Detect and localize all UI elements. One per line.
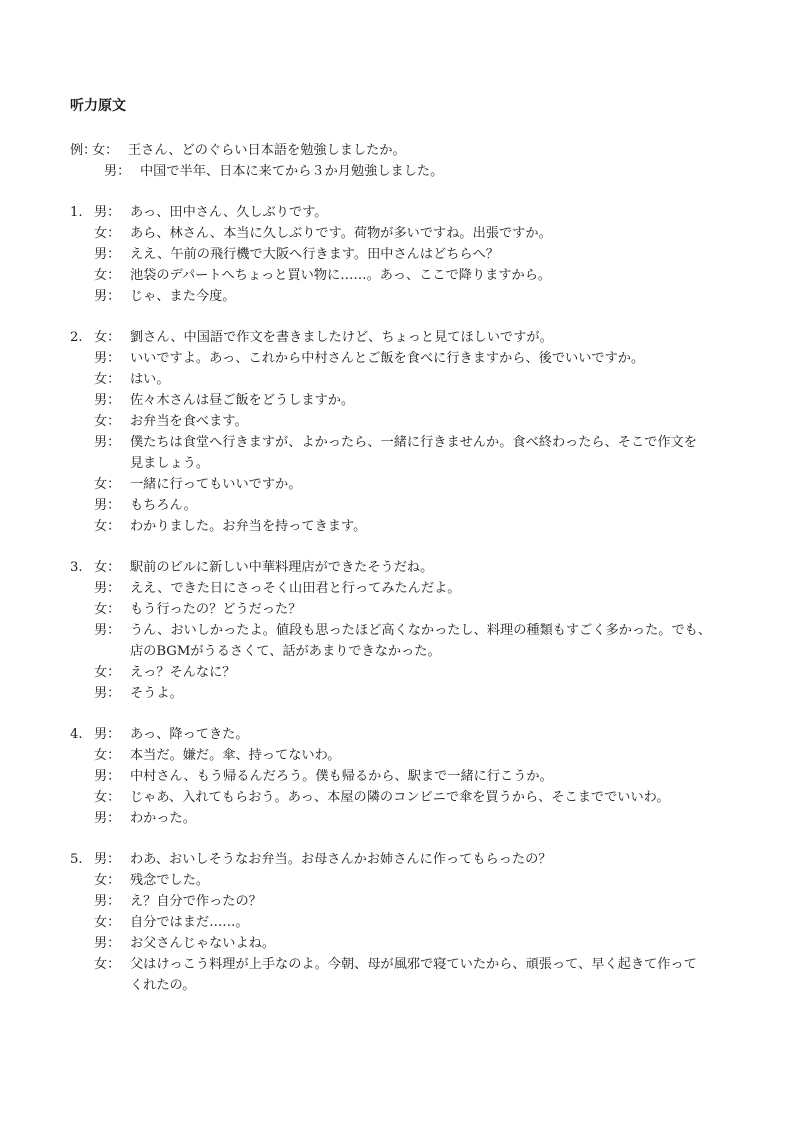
- speaker-label: 男：: [94, 623, 121, 638]
- dialogue-line: [70, 140, 734, 161]
- line-text: あっ、降ってきた。: [130, 727, 249, 742]
- speaker-label: 女：: [94, 957, 121, 972]
- speaker-label: 女：: [94, 477, 121, 492]
- line-text: お弁当を食べます。: [130, 414, 248, 429]
- speaker-label: 女：: [94, 873, 121, 888]
- line-continuation: 店のBGMがうるさくて、話があまりできなかった。: [130, 644, 441, 659]
- line-text: わかった。: [130, 811, 196, 826]
- speaker-label: 男：: [94, 393, 121, 408]
- speaker-label: 男：: [94, 498, 121, 513]
- dialogue-line: [70, 411, 734, 432]
- line-text: 劉さん、中国語で作文を書きましたけど、ちょっと見てほしいですが。: [130, 330, 553, 345]
- dialogue-line: [70, 244, 734, 265]
- line-text: えっ？そんなに？: [130, 665, 236, 680]
- speaker-label: 女：: [94, 560, 121, 575]
- dialogue-line: [70, 286, 734, 307]
- dialogue-line: [70, 954, 734, 975]
- dialogue-line: [70, 265, 734, 286]
- speaker-label: 女：: [94, 226, 121, 241]
- dialogue-number: 2.: [70, 330, 83, 345]
- dialogue-line: [70, 432, 734, 453]
- speaker-label: 女：: [94, 372, 121, 387]
- line-text: 残念でした。: [130, 873, 210, 888]
- dialogue-line: [70, 578, 734, 599]
- line-text: 駅前のビルに新しい中華料理店ができたそうだね。: [130, 560, 434, 575]
- speaker-label: 女：: [92, 143, 119, 158]
- line-text: お父さんじゃないよね。: [130, 936, 276, 951]
- line-text: じゃ、また今度。: [130, 289, 236, 304]
- dialogue-list: [70, 202, 734, 996]
- speaker-label: 女：: [94, 330, 121, 345]
- page-title: 听力原文: [70, 98, 126, 114]
- line-text: うん、おいしかったよ。値段も思ったほど高くなかったし、料理の種類もすごく多かった。でも、: [130, 623, 712, 638]
- line-text: はい。: [130, 372, 170, 387]
- dialogue-line: [70, 766, 734, 787]
- line-text: もう行ったの？どうだった？: [130, 602, 302, 617]
- dialogue-number: 3.: [70, 560, 83, 575]
- line-text: え？自分で作ったの？: [130, 894, 262, 909]
- dialogue-number: 4.: [70, 727, 83, 742]
- example-dialogue: [70, 140, 734, 182]
- line-text: そうよ。: [130, 686, 183, 701]
- speaker-label: 女：: [94, 602, 121, 617]
- dialogue-line: [70, 557, 734, 578]
- speaker-label: 男：: [94, 205, 121, 220]
- dialogue-2: [70, 327, 734, 537]
- speaker-label: 男：: [94, 936, 121, 951]
- dialogue-line: [70, 202, 734, 223]
- line-text: もちろん。: [130, 498, 197, 513]
- dialogue-line: [70, 599, 734, 620]
- line-text: 王さん、どのぐらい日本語を勉強しましたか。: [128, 143, 406, 158]
- speaker-label: 女：: [94, 790, 121, 805]
- dialogue-line: [70, 327, 734, 348]
- dialogue-line: [70, 161, 734, 182]
- dialogue-4: [70, 724, 734, 829]
- dialogue-line: [70, 787, 734, 808]
- line-text: 父はけっこう料理が上手なのよ。今朝、母が風邪で寝ていたから、頑張って、早く起きて作って: [130, 957, 697, 972]
- dialogue-line: [70, 223, 734, 244]
- speaker-label: 男：: [94, 247, 121, 262]
- dialogue-number: 1.: [70, 205, 83, 220]
- dialogue-line: [70, 808, 734, 829]
- speaker-label: 男：: [94, 727, 121, 742]
- speaker-label: 女：: [94, 268, 121, 283]
- line-continuation: 見ましょう。: [130, 456, 210, 471]
- dialogue-line: [70, 891, 734, 912]
- dialogue-line: [70, 495, 734, 516]
- speaker-label: 男：: [94, 435, 121, 450]
- dialogue-line: [70, 849, 734, 870]
- dialogue-line: [70, 474, 734, 495]
- dialogue-line: [70, 390, 734, 411]
- line-text: 佐々木さんは昼ご飯をどうしますか。: [130, 393, 355, 408]
- line-text: ええ、できた日にさっそく山田君と行ってみたんだよ。: [130, 581, 461, 596]
- line-text: わあ、おいしそうなお弁当。お母さんかお姉さんに作ってもらったの？: [130, 852, 552, 867]
- speaker-label: 男：: [94, 351, 121, 366]
- line-continuation: くれたの。: [130, 978, 196, 993]
- line-text: 一緒に行ってもいいですか。: [130, 477, 302, 492]
- line-text: 僕たちは食堂へ行きますが、よかったら、一緒に行きませんか。食べ終わったら、そこで作文を: [130, 435, 697, 450]
- speaker-label: 女：: [94, 665, 121, 680]
- line-text: 池袋のデパートへちょっと買い物に……。あっ、ここで降りますから。: [130, 268, 552, 283]
- dialogue-5: [70, 849, 734, 996]
- line-text: 本当だ。嫌だ。傘、持ってないわ。: [130, 748, 341, 763]
- dialogue-line: [70, 724, 734, 745]
- speaker-label: 男：: [94, 894, 121, 909]
- line-text: わかりました。お弁当を持ってきます。: [130, 519, 367, 534]
- speaker-label: 男：: [94, 289, 121, 304]
- speaker-label: 男：: [94, 686, 121, 701]
- dialogue-number: 5.: [70, 852, 83, 867]
- dialogue-line: [70, 516, 734, 537]
- line-text: じゃあ、入れてもらおう。あっ、本屋の隣のコンビニで傘を買うから、そこまででいいわ。: [130, 790, 670, 805]
- dialogue-3: [70, 557, 734, 704]
- dialogue-line: [70, 369, 734, 390]
- speaker-label: 男：: [94, 769, 121, 784]
- speaker-label: 女：: [94, 519, 121, 534]
- speaker-label: 男：: [94, 852, 121, 867]
- line-text: あら、林さん、本当に久しぶりです。荷物が多いですね。出張ですか。: [130, 226, 552, 241]
- dialogue-1: [70, 202, 734, 307]
- line-text: 自分ではまだ……。: [130, 915, 249, 930]
- example-label: 例：: [70, 143, 97, 158]
- line-text: あっ、田中さん、久しぶりです。: [130, 205, 328, 220]
- speaker-label: 男：: [94, 581, 121, 596]
- line-text: ええ、午前の飛行機で大阪へ行きます。田中さんはどちらへ？: [130, 247, 499, 262]
- speaker-label: 男：: [104, 164, 131, 179]
- speaker-label: 女：: [94, 915, 121, 930]
- dialogue-line: [70, 348, 734, 369]
- speaker-label: 女：: [94, 414, 121, 429]
- line-text: いいですよ。あっ、これから中村さんとご飯を食べに行きますから、後でいいですか。: [130, 351, 645, 366]
- line-text: 中村さん、もう帰るんだろう。僕も帰るから、駅まで一緒に行こうか。: [130, 769, 553, 784]
- dialogue-line: [70, 745, 734, 766]
- dialogue-line: [70, 933, 734, 954]
- speaker-label: 男：: [94, 811, 121, 826]
- line-text: 中国で半年、日本に来てから３か月勉強しました。: [140, 164, 444, 179]
- dialogue-line: [70, 662, 734, 683]
- dialogue-line: [70, 683, 734, 704]
- speaker-label: 女：: [94, 748, 121, 763]
- dialogue-line: [70, 912, 734, 933]
- dialogue-line: [70, 620, 734, 641]
- dialogue-line: [70, 870, 734, 891]
